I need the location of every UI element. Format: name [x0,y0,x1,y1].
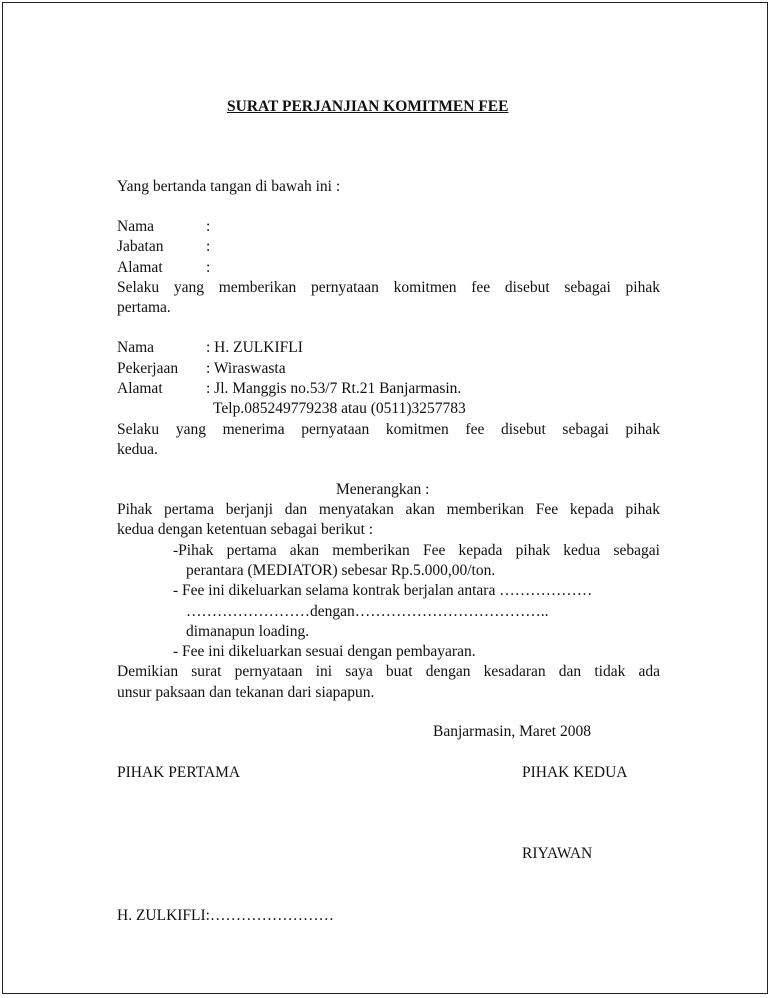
body-line1: Pihak pertama berjanji dan menyatakan akan memberikan Fee kepada pihak [117,501,660,518]
place-date: Banjarmasin, Maret 2008 [433,723,591,740]
document-title: SURAT PERJANJIAN KOMITMEN FEE [227,98,509,115]
document-page [2,2,768,994]
body-line2: kedua dengan ketentuan sebagai berikut : [117,521,374,538]
party1-nama-value: : [206,218,211,235]
party1-desc-line1: Selaku yang memberikan pernyataan komitmen fee disebut sebagai pihak [117,279,660,296]
party2-pekerjaan-value: : Wiraswasta [206,360,286,377]
item1-line2: perantara (MEDIATOR) sebesar Rp.5.000,00/ton. [186,562,496,579]
item2-line2: ……………………dengan……………………………….. [186,603,549,620]
party1-nama-label: Nama [117,218,155,235]
party1-jabatan-value: : [206,238,211,255]
party2-alamat-label: Alamat [117,380,163,397]
signature-right-name: RIYAWAN [522,845,593,862]
party2-desc-line2: kedua. [117,441,158,458]
party1-alamat-label: Alamat [117,259,163,276]
closing-line2: unsur paksaan dan tekanan dari siapapun. [117,684,375,701]
party1-jabatan-label: Jabatan [117,238,164,255]
signature-right-label: PIHAK KEDUA [522,764,628,781]
party2-alamat-value: : Jl. Manggis no.53/7 Rt.21 Banjarmasin. [206,380,462,397]
item2-line3: dimanapun loading. [186,623,310,640]
item2-line1: - Fee ini dikeluarkan selama kontrak berjalan antara ……………… [173,582,593,599]
party2-nama-label: Nama [117,339,155,356]
item1-line1: -Pihak pertama akan memberikan Fee kepada pihak kedua sebagai [173,542,660,559]
signature-left-name: H. ZULKIFLI:…………………… [117,907,334,924]
party2-nama-value: : H. ZULKIFLI [206,339,303,356]
item3: - Fee ini dikeluarkan sesuai dengan pembayaran. [173,643,476,660]
intro-text: Yang bertanda tangan di bawah ini : [117,178,341,195]
party2-telp: Telp.085249779238 atau (0511)3257783 [213,400,466,417]
party1-desc-line2: pertama. [117,299,171,316]
party1-alamat-value: : [206,259,211,276]
closing-line1: Demikian surat pernyataan ini saya buat dengan kesadaran dan tidak ada [117,663,660,680]
party2-pekerjaan-label: Pekerjaan [117,360,179,377]
signature-left-label: PIHAK PERTAMA [117,764,241,781]
party2-desc-line1: Selaku yang menerima pernyataan komitmen fee disebut sebagai pihak [117,421,660,438]
menerangkan-heading: Menerangkan : [336,481,430,498]
